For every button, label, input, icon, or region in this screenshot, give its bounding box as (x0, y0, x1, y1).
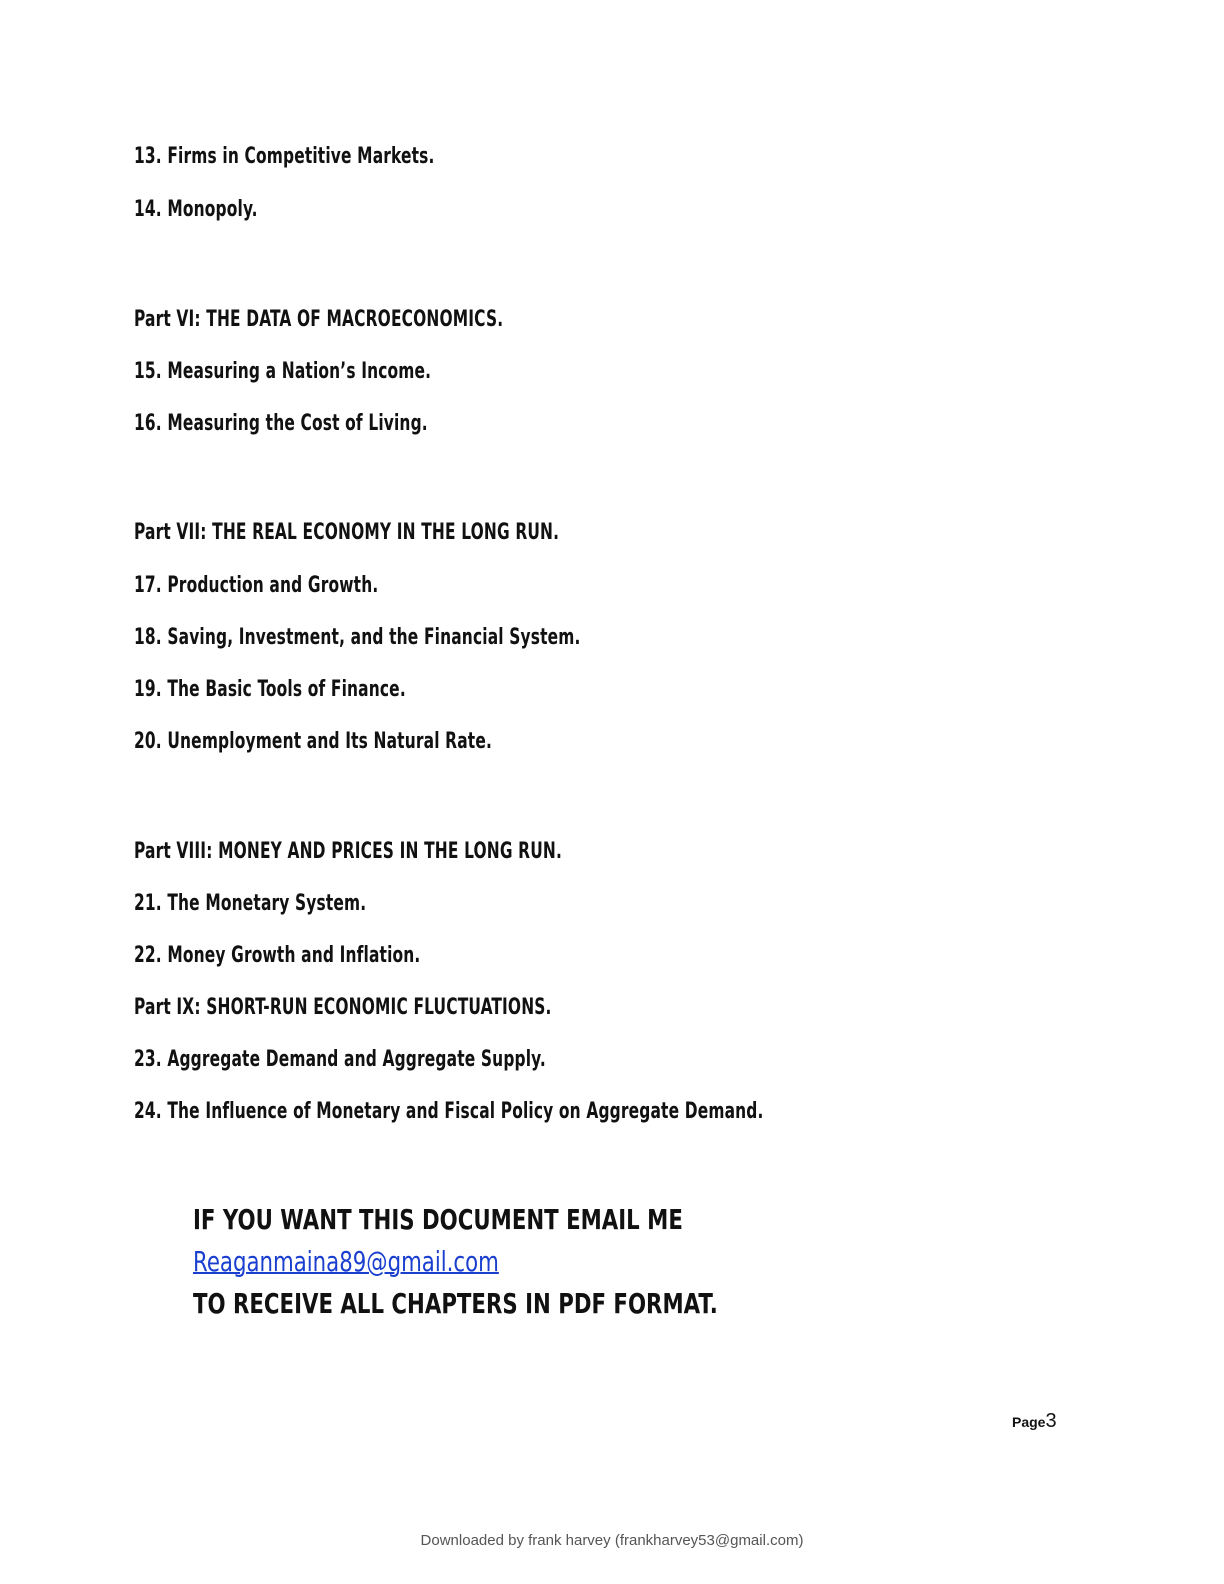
download-footer: Downloaded by frank harvey (frankharvey53@gmail.com) (420, 1532, 804, 1549)
part-heading-ix: Part IX: SHORT-RUN ECONOMIC FLUCTUATIONS. (134, 995, 552, 1020)
toc-item-23: 23. Aggregate Demand and Aggregate Supply. (134, 1047, 546, 1072)
page-number (1012, 1410, 1057, 1433)
part-heading-vii: Part VII: THE REAL ECONOMY IN THE LONG RUN. (134, 520, 560, 545)
promo-line-receive: TO RECEIVE ALL CHAPTERS IN PDF FORMAT. (193, 1287, 718, 1320)
toc-item-21: 21. The Monetary System. (134, 891, 367, 916)
toc-item-16: 16. Measuring the Cost of Living. (134, 411, 428, 436)
part-heading-viii: Part VIII: MONEY AND PRICES IN THE LONG RUN. (134, 839, 563, 864)
page-number-label: Page (1012, 1414, 1046, 1430)
toc-item-14: 14. Monopoly. (134, 197, 258, 222)
promo-line-request: IF YOU WANT THIS DOCUMENT EMAIL ME (193, 1203, 683, 1236)
toc-item-24: 24. The Influence of Monetary and Fiscal Policy on Aggregate Demand. (134, 1099, 764, 1124)
toc-item-18: 18. Saving, Investment, and the Financial System. (134, 625, 581, 650)
toc-item-13: 13. Firms in Competitive Markets. (134, 144, 435, 169)
toc-item-22: 22. Money Growth and Inflation. (134, 943, 421, 968)
promo-email-link[interactable]: Reaganmaina89@gmail.com (193, 1245, 499, 1278)
page-number-value: 3 (1045, 1410, 1057, 1432)
toc-item-15: 15. Measuring a Nation’s Income. (134, 359, 432, 384)
toc-item-20: 20. Unemployment and Its Natural Rate. (134, 729, 492, 754)
part-heading-vi: Part VI: THE DATA OF MACROECONOMICS. (134, 307, 504, 332)
toc-item-17: 17. Production and Growth. (134, 573, 379, 598)
toc-item-19: 19. The Basic Tools of Finance. (134, 677, 406, 702)
